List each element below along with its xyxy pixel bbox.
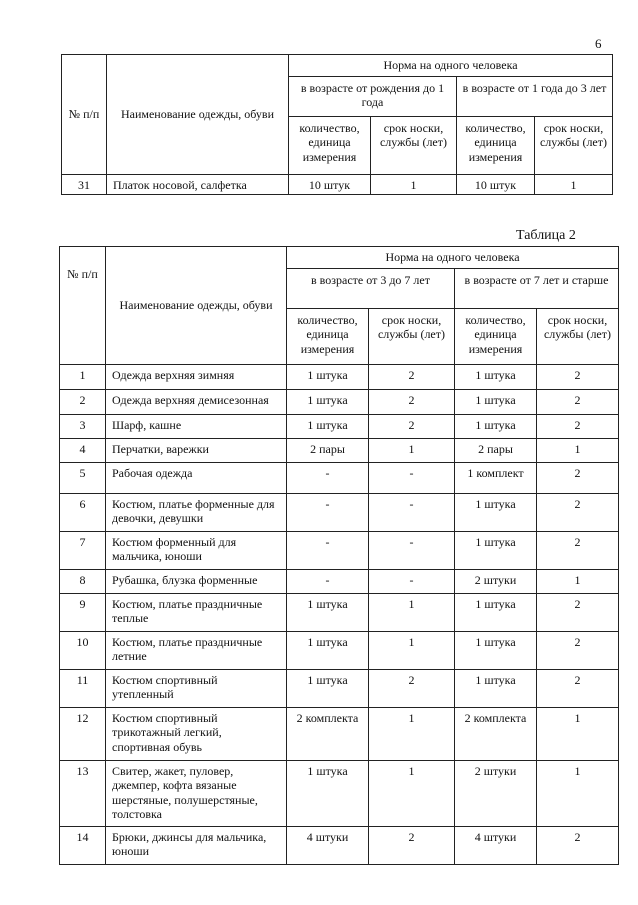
quantity-cell: 1 комплект xyxy=(455,463,537,494)
col-header-quantity: количество, единица измерения xyxy=(289,117,371,175)
col-header-num: № п/п xyxy=(62,55,107,175)
quantity-cell: 1 штука xyxy=(455,390,537,415)
quantity-cell: 1 штука xyxy=(287,670,369,708)
quantity-cell: 1 штука xyxy=(287,761,369,827)
term-cell: 2 xyxy=(369,415,455,439)
quantity-cell: 10 штук xyxy=(457,175,535,195)
quantity-cell: 1 штука xyxy=(455,494,537,532)
table2-body xyxy=(60,365,619,865)
col-header-norm: Норма на одного человека xyxy=(287,247,619,269)
quantity-cell: 1 штука xyxy=(287,632,369,670)
quantity-cell: 1 штука xyxy=(455,415,537,439)
quantity-cell: - xyxy=(287,570,369,594)
row-number: 31 xyxy=(62,175,107,195)
col-header-quantity: количество, единица измерения xyxy=(455,309,537,365)
quantity-cell: - xyxy=(287,494,369,532)
quantity-cell: 1 штука xyxy=(455,670,537,708)
item-name: Одежда верхняя зимняя xyxy=(106,365,287,390)
row-number: 11 xyxy=(60,670,106,708)
item-name: Костюм форменный для мальчика, юноши xyxy=(106,532,287,570)
item-name: Костюм спортивный утепленный xyxy=(106,670,287,708)
row-number: 3 xyxy=(60,415,106,439)
term-cell: 2 xyxy=(537,390,619,415)
row-number: 13 xyxy=(60,761,106,827)
col-header-age-group: в возрасте от 3 до 7 лет xyxy=(287,269,455,309)
term-cell: 2 xyxy=(537,632,619,670)
row-number: 4 xyxy=(60,439,106,463)
term-cell: 2 xyxy=(537,594,619,632)
term-cell: 1 xyxy=(371,175,457,195)
clothing-norms-table-2 xyxy=(59,246,619,865)
table-row xyxy=(60,632,619,670)
quantity-cell: 2 пары xyxy=(455,439,537,463)
term-cell: - xyxy=(369,570,455,594)
term-cell: 2 xyxy=(369,670,455,708)
table-row xyxy=(60,827,619,865)
item-name: Свитер, жакет, пуловер, джемпер, кофта вязаные шерстяные, полушерстяные, толстовка xyxy=(106,761,287,827)
term-cell: - xyxy=(369,494,455,532)
term-cell: 1 xyxy=(537,570,619,594)
row-number: 8 xyxy=(60,570,106,594)
col-header-num: № п/п xyxy=(60,247,106,365)
row-number: 6 xyxy=(60,494,106,532)
row-number: 7 xyxy=(60,532,106,570)
quantity-cell: 2 штуки xyxy=(455,761,537,827)
col-header-term: срок носки, службы (лет) xyxy=(369,309,455,365)
quantity-cell: 1 штука xyxy=(455,365,537,390)
term-cell: 1 xyxy=(369,708,455,761)
quantity-cell: 4 штуки xyxy=(287,827,369,865)
term-cell: 2 xyxy=(537,827,619,865)
table-row xyxy=(60,463,619,494)
quantity-cell: 2 штуки xyxy=(455,570,537,594)
table-row xyxy=(60,494,619,532)
row-number: 14 xyxy=(60,827,106,865)
col-header-age-group: в возрасте от рождения до 1 года xyxy=(289,77,457,117)
term-cell: 1 xyxy=(369,439,455,463)
term-cell: 1 xyxy=(369,632,455,670)
item-name: Костюм, платье праздничные летние xyxy=(106,632,287,670)
table-row xyxy=(60,570,619,594)
row-number: 1 xyxy=(60,365,106,390)
row-number: 5 xyxy=(60,463,106,494)
quantity-cell: 4 штуки xyxy=(455,827,537,865)
term-cell: 2 xyxy=(369,827,455,865)
quantity-cell: - xyxy=(287,463,369,494)
col-header-quantity: количество, единица измерения xyxy=(457,117,535,175)
item-name: Одежда верхняя демисезонная xyxy=(106,390,287,415)
term-cell: - xyxy=(369,463,455,494)
table-row xyxy=(60,708,619,761)
col-header-age-group: в возрасте от 7 лет и старше xyxy=(455,269,619,309)
quantity-cell: 1 штука xyxy=(455,532,537,570)
term-cell: 1 xyxy=(369,594,455,632)
table-row xyxy=(60,670,619,708)
item-name: Рубашка, блузка форменные xyxy=(106,570,287,594)
quantity-cell: 10 штук xyxy=(289,175,371,195)
table-row xyxy=(60,761,619,827)
col-header-norm: Норма на одного человека xyxy=(289,55,613,77)
col-header-age-group: в возрасте от 1 года до 3 лет xyxy=(457,77,613,117)
table-row xyxy=(60,439,619,463)
table-caption: Таблица 2 xyxy=(516,228,576,243)
term-cell: 1 xyxy=(369,761,455,827)
quantity-cell: 1 штука xyxy=(455,594,537,632)
row-number: 10 xyxy=(60,632,106,670)
col-header-term: срок носки, службы (лет) xyxy=(537,309,619,365)
col-header-name: Наименование одежды, обуви xyxy=(106,247,287,365)
item-name: Рабочая одежда xyxy=(106,463,287,494)
term-cell: 2 xyxy=(537,365,619,390)
term-cell: 1 xyxy=(537,708,619,761)
quantity-cell: 1 штука xyxy=(287,365,369,390)
item-name: Шарф, кашне xyxy=(106,415,287,439)
quantity-cell: 2 комплекта xyxy=(287,708,369,761)
quantity-cell: - xyxy=(287,532,369,570)
col-header-term: срок носки, службы (лет) xyxy=(371,117,457,175)
term-cell: 2 xyxy=(537,494,619,532)
table-row xyxy=(60,390,619,415)
table-row xyxy=(60,365,619,390)
item-name: Костюм, платье форменные для девочки, девушки xyxy=(106,494,287,532)
col-header-quantity: количество, единица измерения xyxy=(287,309,369,365)
term-cell: 2 xyxy=(537,670,619,708)
row-number: 9 xyxy=(60,594,106,632)
item-name: Брюки, джинсы для мальчика, юноши xyxy=(106,827,287,865)
table-row xyxy=(60,594,619,632)
item-name: Перчатки, варежки xyxy=(106,439,287,463)
item-name: Костюм, платье праздничные теплые xyxy=(106,594,287,632)
term-cell: 2 xyxy=(369,365,455,390)
col-header-name: Наименование одежды, обуви xyxy=(107,55,289,175)
term-cell: 2 xyxy=(537,463,619,494)
table-row xyxy=(60,415,619,439)
quantity-cell: 1 штука xyxy=(287,415,369,439)
quantity-cell: 2 пары xyxy=(287,439,369,463)
term-cell: - xyxy=(369,532,455,570)
row-number: 2 xyxy=(60,390,106,415)
term-cell: 1 xyxy=(535,175,613,195)
quantity-cell: 1 штука xyxy=(287,594,369,632)
item-name: Платок носовой, салфетка xyxy=(107,175,289,195)
item-name: Костюм спортивный трикотажный легкий, спортивная обувь xyxy=(106,708,287,761)
term-cell: 2 xyxy=(537,415,619,439)
quantity-cell: 2 комплекта xyxy=(455,708,537,761)
quantity-cell: 1 штука xyxy=(287,390,369,415)
term-cell: 1 xyxy=(537,439,619,463)
term-cell: 2 xyxy=(537,532,619,570)
term-cell: 1 xyxy=(537,761,619,827)
page-number: 6 xyxy=(595,36,602,51)
clothing-norms-table-continued xyxy=(61,54,613,195)
table1-body xyxy=(62,175,613,195)
row-number: 12 xyxy=(60,708,106,761)
term-cell: 2 xyxy=(369,390,455,415)
quantity-cell: 1 штука xyxy=(455,632,537,670)
table-row xyxy=(60,532,619,570)
table-row xyxy=(62,175,613,195)
col-header-term: срок носки, службы (лет) xyxy=(535,117,613,175)
